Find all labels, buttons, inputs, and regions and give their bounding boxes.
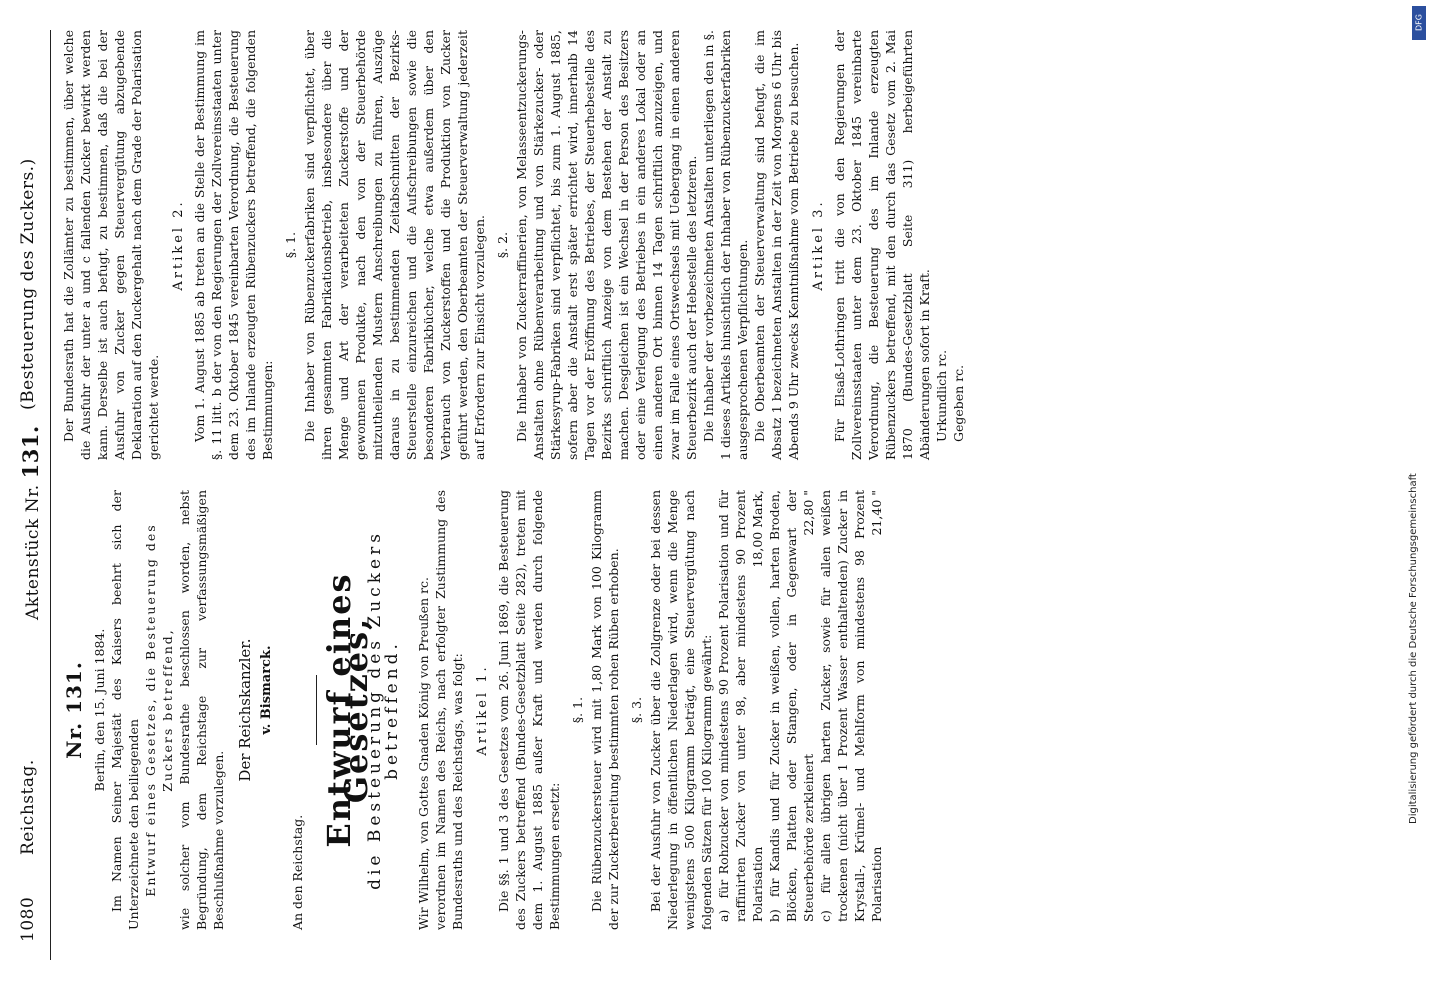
rate-item-c-label: c) [818,910,833,922]
signature-title: Der Reichskanzler. [236,638,254,782]
article-2-heading: Artikel 2. [171,199,186,291]
rate-item-b [766,490,817,922]
rate-item-a-label: a) [716,909,731,922]
header-subject: (Besteuerung des Zuckers.) [18,158,38,410]
article-1-heading: Artikel 1. [475,664,490,756]
signature-name: v. Bismarck. [259,645,274,735]
rate-item-a-amount: 18,00 Mark, [750,490,765,568]
page-number: 1080 [18,896,38,942]
left-column [60,490,885,930]
rate-item-c-text: für allen übrigen harten Zucker, sowie für allen weißen trockenen (nicht über 1 Prozent Wasser enthaltenden) Zucker in Krystall-, Krümel- und Mehlform von mindestens 98 Prozent Polarisation [818,490,884,922]
bill-title: Entwurf eines Gesetzes, [320,572,375,848]
closing-formula-2: Gegeben rc. [951,364,966,442]
intro-draft-title: Entwurf eines Gesetzes, die Besteuerung des Zuckers betreffend, [143,523,175,897]
page-header [8,0,48,1000]
bill-subtitle: die Besteuerung des Zuckers betreffend. [365,530,402,890]
right-column [60,30,967,460]
article-3-heading: Artikel 3. [811,199,826,291]
art2-section-1-heading: §. 1. [283,231,298,259]
document-number-heading: Nr. 131. [62,661,86,759]
section-3-continuation: Der Bundesrath hat die Zollämter zu bestimmen, über welche die Ausfuhr der unter a und c fallenden Zucker bewirkt werden kann. Derselbe ist auch befugt, zu bestimmen, daß die bei der Ausfuhr von Zucker gegen Steuervergütung abzugebende Deklaration auf den Zuckergehalt nach dem Grade der Polarisation gerichtet werde. [61,30,161,460]
rate-item-c [817,490,885,922]
rate-item-c-amount: 21,40 " [869,490,884,536]
header-document-prefix: Aktenstück Nr. [23,484,43,620]
art2-section-2-text-c: Die Oberbeamten der Steuerverwaltung sind befugt, die im Absatz 1 bezeichneten Anstalten in der Zeit von Morgens 6 Uhr bis Abends 9 Uhr zwecks Kenntnißnahme vom Betriebe zu besuchen. [752,30,801,460]
section-divider [316,675,317,745]
header-document-number [18,425,43,620]
header-source: Reichstag. [18,759,38,855]
article-1-text: Die §§. 1 und 3 des Gesetzes vom 26. Juni 1869, die Besteuerung des Zuckers betreffend (Bundes-Gesetzblatt Seite 282), treten mit dem 1. August 1885 außer Kraft und werden durch folgende Bestimmungen ersetzt: [496,490,562,930]
rate-item-a [715,490,766,922]
article-2-text: Vom 1. August 1885 ab treten an die Stelle der Bestimmung im §. 11 litt. b der von den Regierungen der Zollvereinsstaaten unter dem 23. Oktober 1845 vereinbarten Verordnung, die Besteuerung des im Inlande erzeugten Rübenzuckers betreffend, die folgenden Bestimmungen: [192,30,275,460]
header-divider [50,30,51,960]
rate-item-b-amount: 22,80 " [801,490,816,536]
rate-item-b-label: b) [767,909,782,922]
dfg-logo: DFG [1412,6,1426,40]
art2-section-2-text: Die Inhaber von Zuckerraffinerien, von Melasseentzuckerungs-Anstalten ohne Rübenverarbeitung und von Stärkezucker- oder Stärkesyrup-Fabriken sind verpflichtet, bis zum 1. August 1885, sofern aber die Anstalt erst später errichtet wird, innerhalb 14 Tagen vor der Eröffnung des Betriebes, der Steuerhebestelle des Bezirks schriftlich Anzeige von dem Bestehen der Anstalt zu machen. Desgleichen ist ein Wechsel in der Person des Besitzers oder eine Verlegung des Betriebes in ein anderes Lokal oder an einen anderen Ort binnen 14 Tagen schriftlich anzuzeigen, und zwar im Falle eines Ortswechsels mit Uebergang in einen anderen Steuerbezirk auch der Hebestelle des letzteren. [514,30,699,460]
intro-paragraph: Im Namen Seiner Majestät des Kaisers beehrt sich der Unterzeichnete den beiliegenden [109,490,141,930]
refund-rates-list [715,490,885,922]
rate-item-b-text: für Kandis und für Zucker in weißen, vollen, harten Broden, Blöcken, Platten oder Stangen, oder in Gegenwart der Steuerbehörde zerkleinert [767,490,816,922]
addressee: An den Reichstag. [290,814,305,930]
intro-paragraph-continued: wie solcher vom Bundesrathe beschlossen worden, nebst Begründung, dem Reichstage zur verfassungsmäßigen Beschlußnahme vorzulegen. [177,490,226,930]
section-3-text: Bei der Ausfuhr von Zucker über die Zollgrenze oder bei dessen Niederlegung in öffentlichen Niederlagen wird, wenn die Menge wenigstens 500 Kilogramm beträgt, eine Steuervergütung nach folgenden Sätzen für 100 Kilogramm gewährt: [648,490,714,930]
preamble-enacting-continued: verordnen im Namen des Reichs, nach erfolgter Zustimmung des Bundesraths und des Reichstags, was folgt: [433,490,465,930]
art2-section-2-text-b: Die Inhaber der vorbezeichneten Anstalten unterliegen den in §. 1 dieses Artikels hinsichtlich der Inhaber von Rübenzuckerfabriken ausgesprochenen Verpflichtungen. [701,30,750,460]
place-date: Berlin, den 15. Juni 1884. [92,628,107,792]
art2-section-1-text: Die Inhaber von Rübenzuckerfabriken sind verpflichtet, über ihren gesammten Fabrikationsbetrieb, insbesondere über die Menge und Art der verarbeiteten Zuckerstoffe und der gewonnenen Produkte, nach den von der Steuerbehörde mitzutheilenden Mustern Anschreibungen zu führen, Auszüge daraus in zu bestimmenden Zeitabschnitten der Bezirks-Steuerstelle einzureichen und die Aufschreibungen sowie die besonderen Fabrikbücher, welche etwa außerdem über den Verbrauch von Zuckerstoffen und die Produktion von Zucker geführt werden, den Oberbeamten der Steuerverwaltung jederzeit auf Erfordern zur Einsicht vorzulegen. [302,30,487,460]
section-1-text: Die Rübenzuckersteuer wird mit 1,80 Mark von 100 Kilogramm der zur Zuckerbereitung bestimmten rohen Rüben erhoben. [589,490,621,930]
digitization-funding-note: Digitalisierung gefördert durch die Deutsche Forschungsgemeinschaft [1408,473,1419,824]
rate-item-a-text: für Rohzucker von mindestens 90 Prozent Polarisation und für raffinirten Zucker von unter 98, aber mindestens 90 Prozent Polarisation [716,490,765,922]
preamble-enacting: Wir Wilhelm, von Gottes Gnaden König von Preußen rc. [416,576,431,930]
section-1-heading: §. 1. [570,696,585,724]
article-3-text: Für Elsaß-Lothringen tritt die von den Regierungen der Zollvereinsstaaten unter dem 23. Oktober 1845 vereinbarte Verordnung, die Besteuerung des im Inlande erzeugten Rübenzuckers betreffend, mit den durch das Gesetz vom 2. Mai 1870 (Bundes-Gesetzblatt Seite 311) herbeigeführten Abänderungen sofort in Kraft. [832,30,932,460]
closing-formula-1: Urkundlich rc. [934,349,949,442]
art2-section-2-heading: §. 2. [495,231,510,259]
section-3-heading: §. 3. [629,696,644,724]
header-document-number-value: 131. [18,425,43,479]
